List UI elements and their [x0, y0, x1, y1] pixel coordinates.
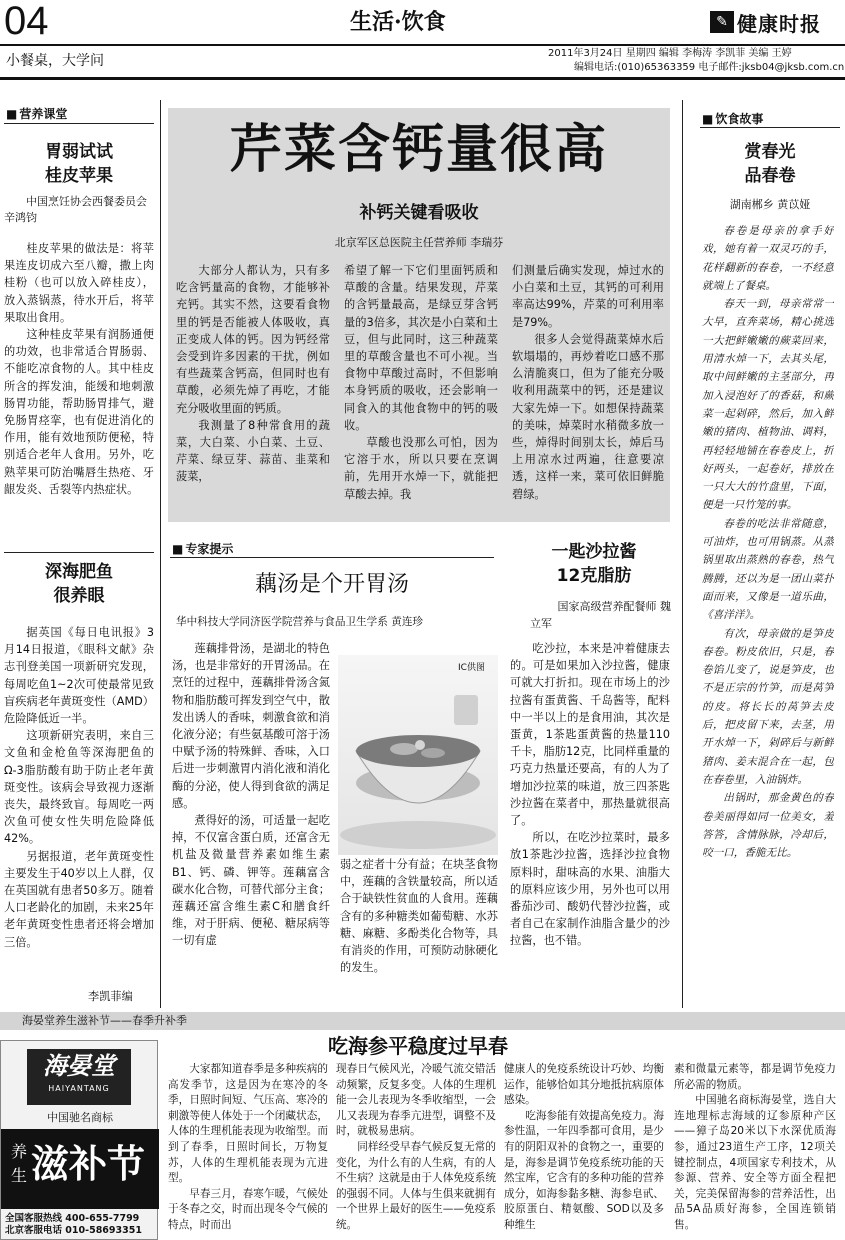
byline: 华中科技大学同济医学院营养与食品卫生学系 黄连珍: [176, 616, 424, 628]
byline: 国家高级营养配餐师 魏立军: [530, 600, 671, 630]
article-body: 桂皮苹果的做法是：将苹果连皮切成六至八瓣，撒上肉桂粉（也可以放入碎桂皮），放入蒸锅蒸，待水开后，将苹果取出食用。 这种桂皮苹果有润肠通便的功效，也非常适合胃肠弱、不能吃凉食物的人。其中桂皮所含的挥发油，能缓和地刺激肠胃功能，帮助肠胃排气，避免肠胃痉挛，也有促进消化的作用，能有效地预防便秘，特别适合老年人食用。另外，吃熟苹果可防治嘴唇生热疮、牙龈发炎、舌裂等内热症状。: [4, 242, 154, 496]
newspaper-logo: [710, 8, 821, 36]
column-label-story: ■ 饮食故事: [702, 110, 763, 127]
byline: 湖南郴乡 黄苡娅: [729, 198, 811, 211]
column-label-nutrition: ■ 营养课堂: [6, 105, 67, 122]
hotline: 全国客服热线 400-655-7799: [5, 1213, 140, 1224]
soup-bowl-image: [338, 655, 498, 855]
article-body: 吃沙拉，本来是冲着健康去的。可是如果加入沙拉酱，健康可就大打折扣。现在市场上的沙拉酱有蛋黄酱、千岛酱等，配料中一半以上的是食用油，其次是蛋黄，1茶匙蛋黄酱的热量110千卡，脂肪12克，比同样重量的巧克力热量还要高，有的人为了增加沙拉菜的味道，放三四茶匙沙拉酱在菜者中，那热量就很高了。 所以，在吃沙拉菜时，最多放1茶匙沙拉酱，选择沙拉食物原料时，甜味高的水果、油脂大的原料应该少用，另外也可以用番茄沙司、酸奶代替沙拉酱，或者自己在家制作油脂含量少的沙拉酱，也不错。: [510, 642, 670, 948]
headline-cinnamon-apple: 胃弱试试 桂皮苹果: [45, 142, 113, 186]
column-slogan: 小餐桌，大学问: [6, 53, 104, 69]
headline-salad: 一匙沙拉酱 12克脂肪: [551, 542, 637, 586]
ad-banner-bar: [0, 1012, 845, 1030]
ad-column: 素和微量元素等，都是调节免疫力所必需的物质。 中国驰名商标海晏堂，选自大连地理标志海域的辽参原种产区——獐子岛20米以下水深优质海参，通过23道生产工序，12项关键控制点，4项国家专利技术，从参源、营养、安全等方面全程把关，完美保留海参的营养活性，出品5A品质好海参，全国连锁销售。: [674, 1063, 836, 1231]
hotline: 北京客服电话 010-58693351: [5, 1225, 142, 1236]
ad-column: 现春日气候风光，冷暖气流交错活动频繁，反复多变。人体的生理机能一会儿表现为冬季收缩型，一会儿又表现为春季亢进型，调整不及时，就极易患病。 同样经受早春气候反复无常的变化，为什么有的人生病，有的人不生病？这就是由于人体免疫系统的强弱不同。人体与生俱来就拥有一个世界上最好的医生——免疫系统。: [336, 1063, 496, 1231]
column-label-expert: ■ 专家提示: [172, 540, 233, 557]
photo-credit: IC供图: [458, 663, 485, 673]
ad-column: 健康人的免疫系统设计巧妙、均衡运作，能够恰如其分地抵抗病原体感染。 吃海参能有效提高免疫力。海参性温，一年四季都可食用，是少有的阴阳双补的食物之一，重要的是，海参是调节免疫系统功能的天然宝库，它含有的多种功能的营养成分，如海参黏多糖、海参皂甙、胶原蛋白、精氨酸、SOD以及多种维生: [504, 1063, 664, 1231]
ad-title: 吃海参平稳度过早春: [328, 1034, 508, 1058]
brand-note: 中国驰名商标: [47, 1111, 113, 1124]
lotus-soup-photo: [338, 655, 498, 855]
ad-column: 大家都知道春季是多种疾病的高发季节，这是因为在寒冷的冬季，日照时间短、气压高、寒冷的刺激等使人体处于一个闭藏状态，人体的生理机能表现为收缩型。而到了春季，日照时间长，万物复苏，人体的生理机能表现为亢进型。 早春三月，春寒乍暖，气候处于冬春之交，时而出现冬令气候的特点，时而出: [168, 1063, 328, 1231]
section-title: 生活·饮食: [350, 9, 446, 35]
article-body: 据英国《每日电讯报》3月14日报道，《眼科文献》杂志刊登美国一项新研究发现，每周吃鱼1~2次可使最常见致盲疾病老年黄斑变性（AMD）危险降低近一半。 这项新研究表明，来自三文鱼和金枪鱼等深海肥鱼的Ω-3脂肪酸有助于防止老年黄斑变性。该病会导致视力逐渐丧失，最终致盲。每周吃一两次鱼可使女性失明危险降低42%。 另据报道，老年黄斑变性主要发生于40岁以上人群，仅在英国就有患者50多万。随着人口老龄化的加剧，未来25年老年黄斑变性患者还将会增加三倍。: [4, 626, 154, 949]
feature-title: 芹菜含钙量很高: [229, 119, 608, 180]
brand-panel: [0, 1040, 158, 1240]
festival-block: 养 生 滋补节: [1, 1129, 159, 1209]
article-body: 弱之症者十分有益；在块茎食物中，莲藕的含铁量较高，所以适合于缺铁性贫血的人食用。莲藕含有的多种糖类如葡萄糖、水苏糖、麻糖、多酚类化合物等，具有消炎的作用，可预防动脉硬化的发生。: [340, 858, 498, 975]
ad-banner-text: 海晏堂养生滋补节——春季升补季: [22, 1014, 187, 1027]
headline-spring-rolls: 赏春光 品春卷: [744, 142, 796, 186]
page-number: 04: [4, 0, 49, 43]
article-column: 们测量后确实发现，焯过水的小白菜和土豆，其钙的可利用率高达99%，芹菜的可利用率是79%。 很多人会觉得蔬菜焯水后软塌塌的，再炒着吃口感不那么清脆爽口，但为了能充分吸收利用蔬菜中的钙，还是建议大家先焯一下。如想保持蔬菜的美味，焯菜时水稍微多放一些，焯得时间别太长，焯后马上用凉水过两遍，往意要凉透，这样一来，菜可依旧鲜脆碧绿。: [512, 264, 664, 501]
article-title: 藕汤是个开胃汤: [254, 572, 409, 597]
byline: 北京军区总医院主任营养师 李瑞芬: [334, 236, 504, 249]
article-column: 大部分人都认为，只有多吃含钙量高的食物，才能够补充钙。其实不然，这要看食物里的钙是否能被人体吸收，真正变成人体的钙。因为钙经常会受到许多因素的干扰，例如有些蔬菜含钙高，但同时也有草酸，必须先焯了再吃，才能充分吸收里面的钙质。 我测量了8种常食用的蔬菜，大白菜、小白菜、土豆、芹菜、绿豆芽、蒜苗、韭菜和菠菜，: [176, 264, 330, 484]
article-column: 希望了解一下它们里面钙质和草酸的含量。结果发现，芹菜的含钙量最高，是绿豆芽含钙量的3倍多，其次是小白菜和土豆，但与此同时，这三种蔬菜里的草酸含量也不可小视。当食物中草酸过高时，不但影响本身钙质的吸收，还会影响一同食入的其他食物中的钙的吸收。 草酸也没那么可怕，因为它溶于水，所以只要在烹调前，先用开水焯一下，就能把草酸去掉。我: [344, 264, 498, 501]
brand-logo: 海晏堂 HAIYANTANG: [27, 1049, 131, 1105]
article-body: 莲藕排骨汤，是湖北的特色汤，也是非常好的开胃汤品。在烹饪的过程中，莲藕排骨汤含氮物和脂肪酸可挥发到空气中，散发出诱人的香味，刺激食欲和消化液分泌；有些氨基酸可溶于汤中赋予汤的特殊鲜、香味，入口后进一步刺激胃内消化液和消化酶的分泌，使人得到食欲的满足感。 煮得好的汤，可适量一起吃掉，不仅富含蛋白质，还富含无机盐及微量营养素如维生素B1、钙、磷、钾等。莲藕富含碳水化合物，可替代部分主食；莲藕还富含维生素C和膳食纤维，对于肝病、便秘、糖尿病等一切有虚: [172, 642, 330, 948]
article-body: 春卷是母亲的拿手好戏，她有着一双灵巧的手，花样翻新的春卷，一不经意就端上了餐桌。 春天一到，母亲常常一大早，直奔菜场，精心挑选一大把鲜嫩嫩的蕨菜回来，用清水焯一下，去其头尾，取中间鲜嫩的主茎部分，再加入浸泡好了的香菇，和蕨菜一起剁碎，然后，加入鲜嫩的猪肉、植物油、调料，再轻轻地铺在春卷皮上，折好两头，一起卷好，排放在一只大大的竹盘里，下面，便是一只竹笼的事。 春卷的吃法非常随意，可油炸，也可用锅蒸。从蒸锅里取出蒸熟的春卷，热气腾腾，还以为是一团山菜扑面而来，又像是一道乐曲，《喜洋洋》。 有次，母亲做的是笋皮春卷。粉皮依旧，只是，春卷馅儿变了，说是笋皮，也不是正宗的竹笋，而是莴笋的皮。将长长的莴笋去皮后，把皮留下来，去茎，用开水焯一下，剁碎后与新鲜猪肉、姜末混合在一起，包在春卷里，入油锅炸。 出锅时，那金黄色的春卷美丽得如同一位美女，羞答答，含情脉脉，冷却后，咬一口，香脆无比。: [702, 225, 834, 860]
feature-subtitle: 补钙关键看吸收: [359, 203, 479, 223]
article-author: 李凯菲编: [84, 988, 133, 1005]
logo-mark-icon: ✎: [710, 11, 734, 33]
date-line: 2011年3月24日 星期四 编辑 李梅涛 李凯菲 美编 王婷: [548, 48, 792, 59]
logo-text: 健康时报: [737, 11, 821, 36]
contact-line: 编辑电话:(010)65363359 电子邮件:jksb04@jksb.com.cn: [574, 62, 845, 73]
headline-deep-sea-fish: 深海肥鱼 很养眼: [45, 562, 113, 606]
byline: 中国烹饪协会西餐委员会 辛鸿钧: [4, 195, 147, 224]
